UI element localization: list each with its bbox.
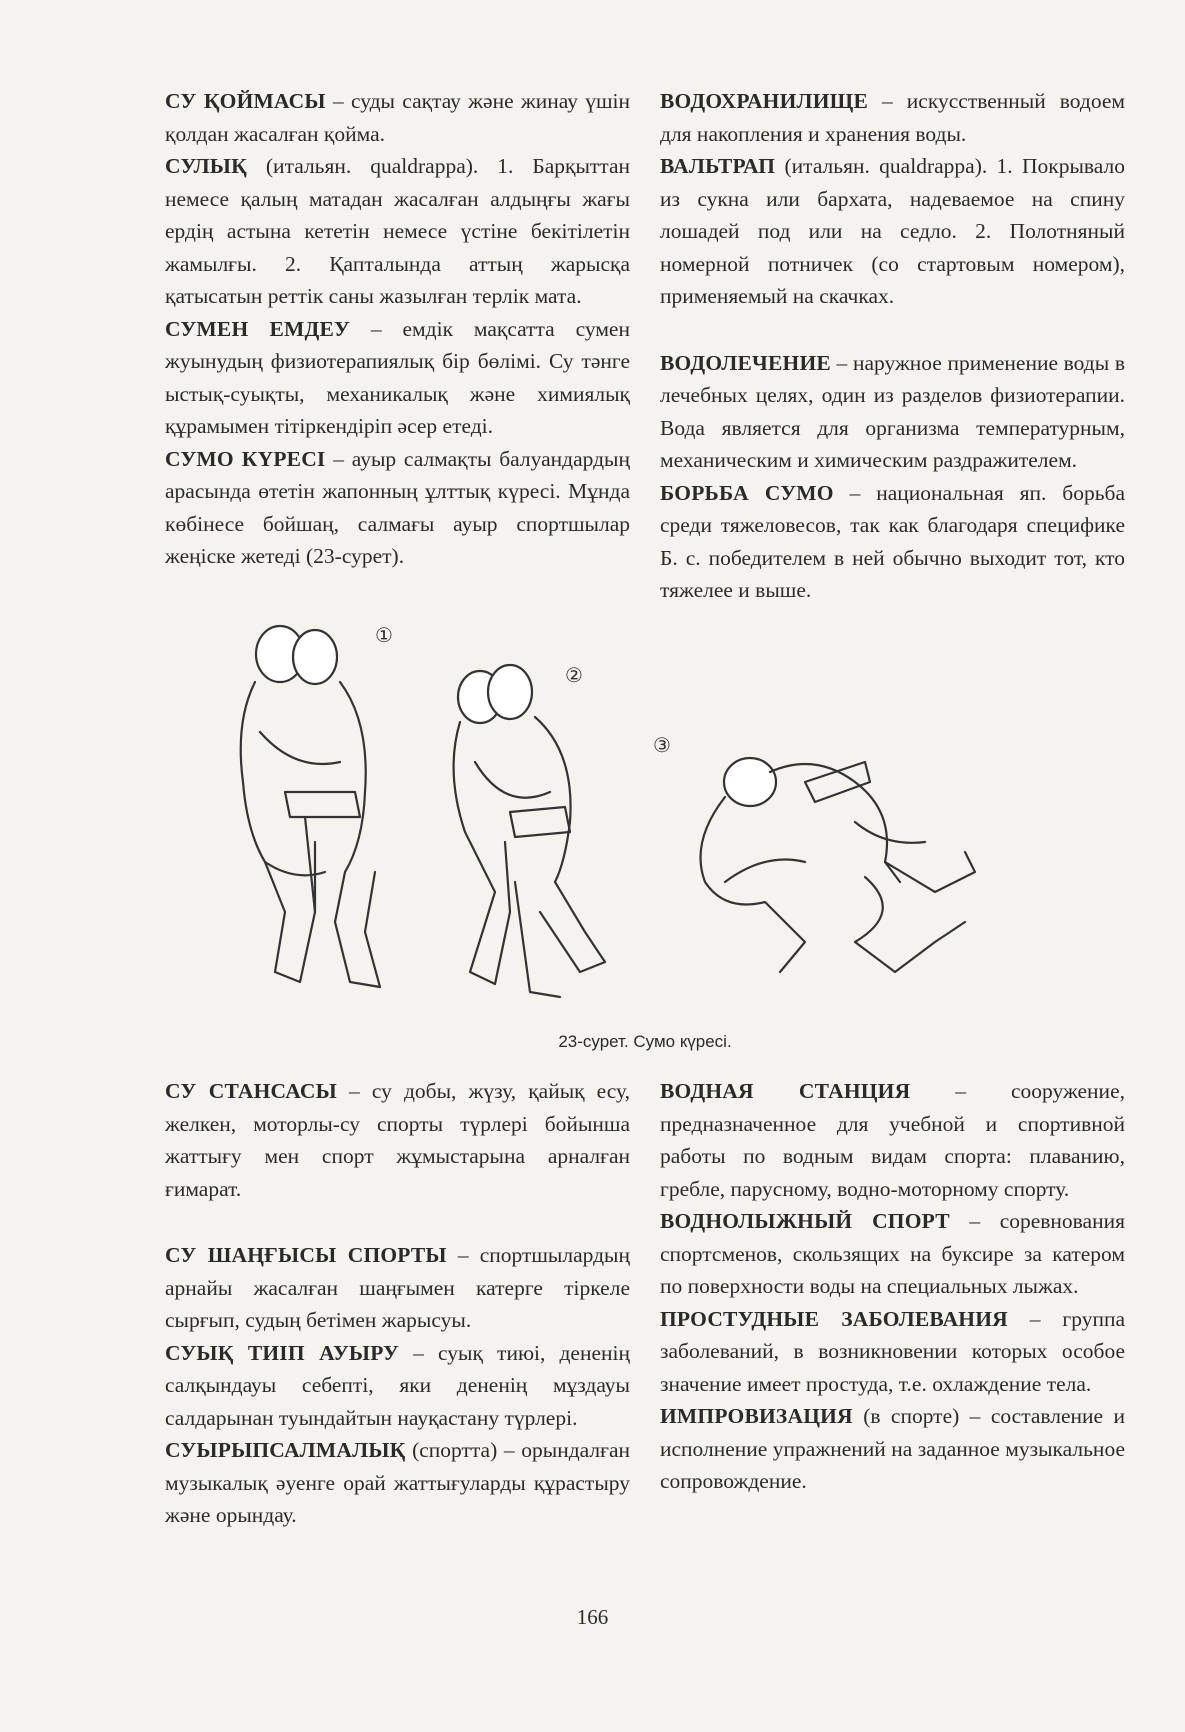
entry-text: – соревнования спортсменов, скользящих на буксире за катером по поверхности воды на специальных лыжах. [660,1209,1125,1298]
column-left-bottom [165,1075,630,1532]
sumo-illustration [165,612,1125,1022]
entry [660,477,1125,607]
entry-text: (в спорте) – составление и исполнение упражнений на заданное музыкальное сопровождение. [660,1404,1125,1493]
entry-term: ВОДОЛЕЧЕНИЕ [660,350,831,375]
page-number: 166 [576,1605,609,1629]
entry [660,1400,1125,1498]
entry-term: ИМПРОВИЗАЦИЯ [660,1404,853,1428]
entry [660,347,1125,477]
wrestler-pair-1 [241,626,380,987]
entry [660,1205,1125,1303]
entry-text: – суық тиюі, дененің салқындауы себепті, яки дененің мұздауы салдарынан туындайтын науқастану түрлері. [165,1340,630,1430]
figure-caption: 23-сурет. Сумо күресі. [558,1032,732,1051]
entry-term: СУМЕН ЕМДЕУ [165,316,350,341]
entry [165,1337,630,1435]
entry-text: – суды сақтау және жинау үшін қолдан жасалған қойма. [165,89,630,146]
column-left-top [165,85,630,573]
entry-term: СУ ҚОЙМАСЫ [165,89,326,113]
entry-text: – су добы, жүзу, қайық есу, желкен, моторлы-су спорты түрлері бойынша жаттығу мен спорт жұмыстарына арналған ғимарат. [165,1079,630,1201]
figure-label-1: ① [375,623,393,647]
entry [660,1303,1125,1401]
entry [660,1075,1125,1205]
entry-text: – емдік мақсатта сумен жуынудың физиотерапиялық бір бөлімі. Су тәнге ыстық-суықты, механикалық және химиялық құрамымен тітіркендіріп әсер етеді. [165,316,630,438]
column-right-top [660,85,1125,607]
entry-text: – группа заболеваний, в возникновении которых особое значение имеет простуда, т.е. охлаждение тела. [660,1306,1126,1396]
entry-text: – спортшылардың арнайы жасалған шаңғымен катерге тіркеле сырғып, судың бетімен жарысуы. [165,1243,630,1332]
entry-text: – сооружение, предназначенное для учебной и спортивной работы по водным видам спорта: плаванию, гребле, парусному, водно-моторному спорту. [660,1079,1125,1201]
entry-text: – искусственный водоем для накопления и хранения воды. [660,89,1125,146]
entry-text: (итальян. qualdrappa). 1. Покрывало из сукна или бархата, надеваемое на спину лошадей под или на седло. 2. Полотняный номерной потничек (со стартовым номером), применяемый на скачках. [660,154,1125,308]
entry [165,1434,630,1532]
entry [165,443,630,573]
entry-text: (спортта) – орындалған музыкалық әуенге орай жаттығуларды құрастыру және орындау. [165,1438,630,1527]
entry-text: – национальная яп. борьба среди тяжеловесов, так как благодаря специфике Б. с. победителем в ней обычно выходит тот, кто тяжелее и выше. [660,480,1125,602]
entry-term: СУЫҚ ТИІП АУЫРУ [165,1340,400,1365]
entry [165,150,630,313]
entry-term: ВОДНОЛЫЖНЫЙ СПОРТ [660,1209,950,1233]
column-right-bottom [660,1075,1125,1498]
entry-term: ПРОСТУДНЫЕ ЗАБОЛЕВАНИЯ [660,1306,1008,1331]
entry-text: – наружное применение воды в лечебных целях, один из разделов физиотерапии. Вода является для организма температурным, механическим и химическим раздражителем. [660,350,1125,472]
entry-term: БОРЬБА СУМО [660,480,834,505]
entry-text: – ауыр салмақты балуандардың арасында өтетін жапонның ұлттық күресі. Мұнда көбінесе бойшаң, салмағы ауыр спортшылар жеңіске жетеді (23-сурет). [165,446,630,568]
entry-term: ВАЛЬТРАП [660,154,776,178]
entry [165,85,630,150]
entry [660,85,1125,150]
entry-term: ВОДОХРАНИЛИЩЕ [660,89,869,113]
entry-term: СУЫРЫПСАЛМАЛЫҚ [165,1438,406,1462]
entry-term: СУМО КҮРЕСІ [165,446,326,471]
entry-term: СУ СТАНСАСЫ [165,1079,337,1103]
entry [660,150,1125,313]
wrestler-pair-3 [701,758,976,972]
figure-label-3: ③ [653,733,671,757]
entry [165,1075,630,1205]
entry-term: ВОДНАЯ СТАНЦИЯ [660,1079,911,1103]
wrestler-pair-2 [454,665,605,997]
figure-label-2: ② [565,663,583,687]
entry-term: СУЛЫҚ [165,154,247,178]
entry-term: СУ ШАҢҒЫСЫ СПОРТЫ [165,1243,447,1267]
entry [165,1239,630,1337]
sumo-figure [165,612,1125,1051]
entry [165,313,630,443]
entry-text: (итальян. qualdrappa). 1. Барқыттан немесе қалың матадан жасалған алдыңғы жағы ердің астына кететін немесе үстіне бекітілетін жамылғы. 2. Қапталында аттың жарысқа қатысатын реттік саны жазылған терлік мата. [165,154,630,308]
